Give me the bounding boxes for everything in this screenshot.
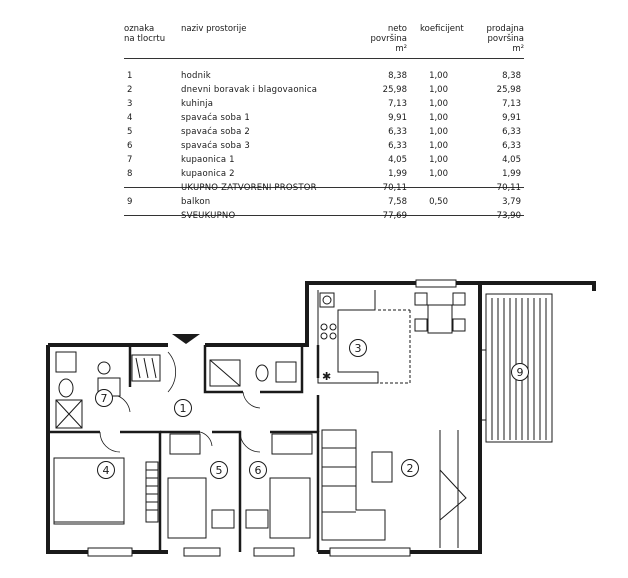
- row-sale-area: 6,33: [502, 127, 521, 137]
- room-label-2: 2: [406, 462, 414, 475]
- room-label-6: 6: [254, 464, 262, 477]
- row-neto-area: 70,11: [382, 183, 407, 193]
- row-sale-area: 9,91: [502, 113, 521, 123]
- header-neto: neto površina m²: [370, 24, 407, 54]
- header-oznaka: oznaka na tlocrtu: [124, 24, 166, 44]
- row-neto-area: 7,13: [388, 99, 407, 109]
- row-sale-area: 25,98: [496, 85, 521, 95]
- row-id: 5: [127, 127, 133, 137]
- room-label-3: 3: [354, 342, 362, 355]
- exterior-walls: [48, 283, 594, 552]
- room-label-4: 4: [102, 464, 110, 477]
- row-id: 1: [127, 71, 133, 81]
- row-coefficient: 1,00: [429, 113, 448, 123]
- entrance-arrow: [172, 334, 200, 344]
- row-id: 2: [127, 85, 133, 95]
- row-neto-area: 25,98: [382, 85, 407, 95]
- row-coefficient: 1,00: [429, 141, 448, 151]
- row-name: dnevni boravak i blagovaonica: [181, 85, 318, 95]
- header-koeficijent: koeficijent: [420, 24, 464, 34]
- row-name: kuhinja: [181, 99, 214, 109]
- bathrooms: [56, 352, 296, 428]
- row-id: 3: [127, 99, 133, 109]
- row-coefficient: 1,00: [429, 85, 448, 95]
- row-neto-area: 77,69: [382, 211, 407, 221]
- row-name: kupaonica 1: [181, 155, 235, 165]
- row-sale-area: 3,79: [502, 197, 521, 207]
- living-furniture: [322, 430, 466, 548]
- row-neto-area: 7,58: [388, 197, 407, 207]
- row-name: spavaća soba 2: [181, 127, 250, 137]
- row-name: UKUPNO ZATVORENI PROSTOR: [181, 183, 317, 193]
- row-name: spavaća soba 1: [181, 113, 250, 123]
- kitchen-counter: [318, 290, 410, 383]
- row-coefficient: 1,00: [429, 127, 448, 137]
- row-id: 7: [127, 155, 133, 165]
- row-name: hodnik: [181, 71, 211, 81]
- header-naziv: naziv prostorije: [181, 24, 247, 34]
- header-prodajna: prodajna površina m²: [486, 24, 524, 54]
- row-coefficient: 1,00: [429, 169, 448, 179]
- beds: [54, 434, 312, 538]
- interior-walls: [48, 345, 318, 552]
- row-id: 9: [127, 197, 133, 207]
- dining-table: [415, 293, 465, 333]
- row-coefficient: 0,50: [429, 197, 448, 207]
- kitchen-symbol: ✱: [322, 370, 332, 383]
- row-name: kupaonica 2: [181, 169, 235, 179]
- windows: [88, 280, 456, 556]
- row-coefficient: 1,00: [429, 155, 448, 165]
- row-coefficient: 1,00: [429, 99, 448, 109]
- room-label-7: 7: [100, 392, 108, 405]
- row-sale-area: 70,11: [496, 183, 521, 193]
- row-neto-area: 4,05: [388, 155, 407, 165]
- row-sale-area: 73,90: [496, 211, 521, 221]
- row-id: 8: [127, 169, 133, 179]
- row-neto-area: 9,91: [388, 113, 407, 123]
- row-neto-area: 1,99: [388, 169, 407, 179]
- row-name: SVEUKUPNO: [181, 211, 236, 221]
- room-label-1: 1: [179, 402, 187, 415]
- row-name: balkon: [181, 197, 211, 207]
- row-sale-area: 4,05: [502, 155, 521, 165]
- row-neto-area: 6,33: [388, 141, 407, 151]
- row-name: spavaća soba 3: [181, 141, 250, 151]
- row-neto-area: 8,38: [388, 71, 407, 81]
- row-sale-area: 1,99: [502, 169, 521, 179]
- row-id: 4: [127, 113, 133, 123]
- row-neto-area: 6,33: [388, 127, 407, 137]
- room-label-9: 9: [516, 366, 524, 379]
- row-sale-area: 6,33: [502, 141, 521, 151]
- row-sale-area: 7,13: [502, 99, 521, 109]
- room-label-5: 5: [215, 464, 223, 477]
- row-coefficient: 1,00: [429, 71, 448, 81]
- row-id: 6: [127, 141, 133, 151]
- row-sale-area: 8,38: [502, 71, 521, 81]
